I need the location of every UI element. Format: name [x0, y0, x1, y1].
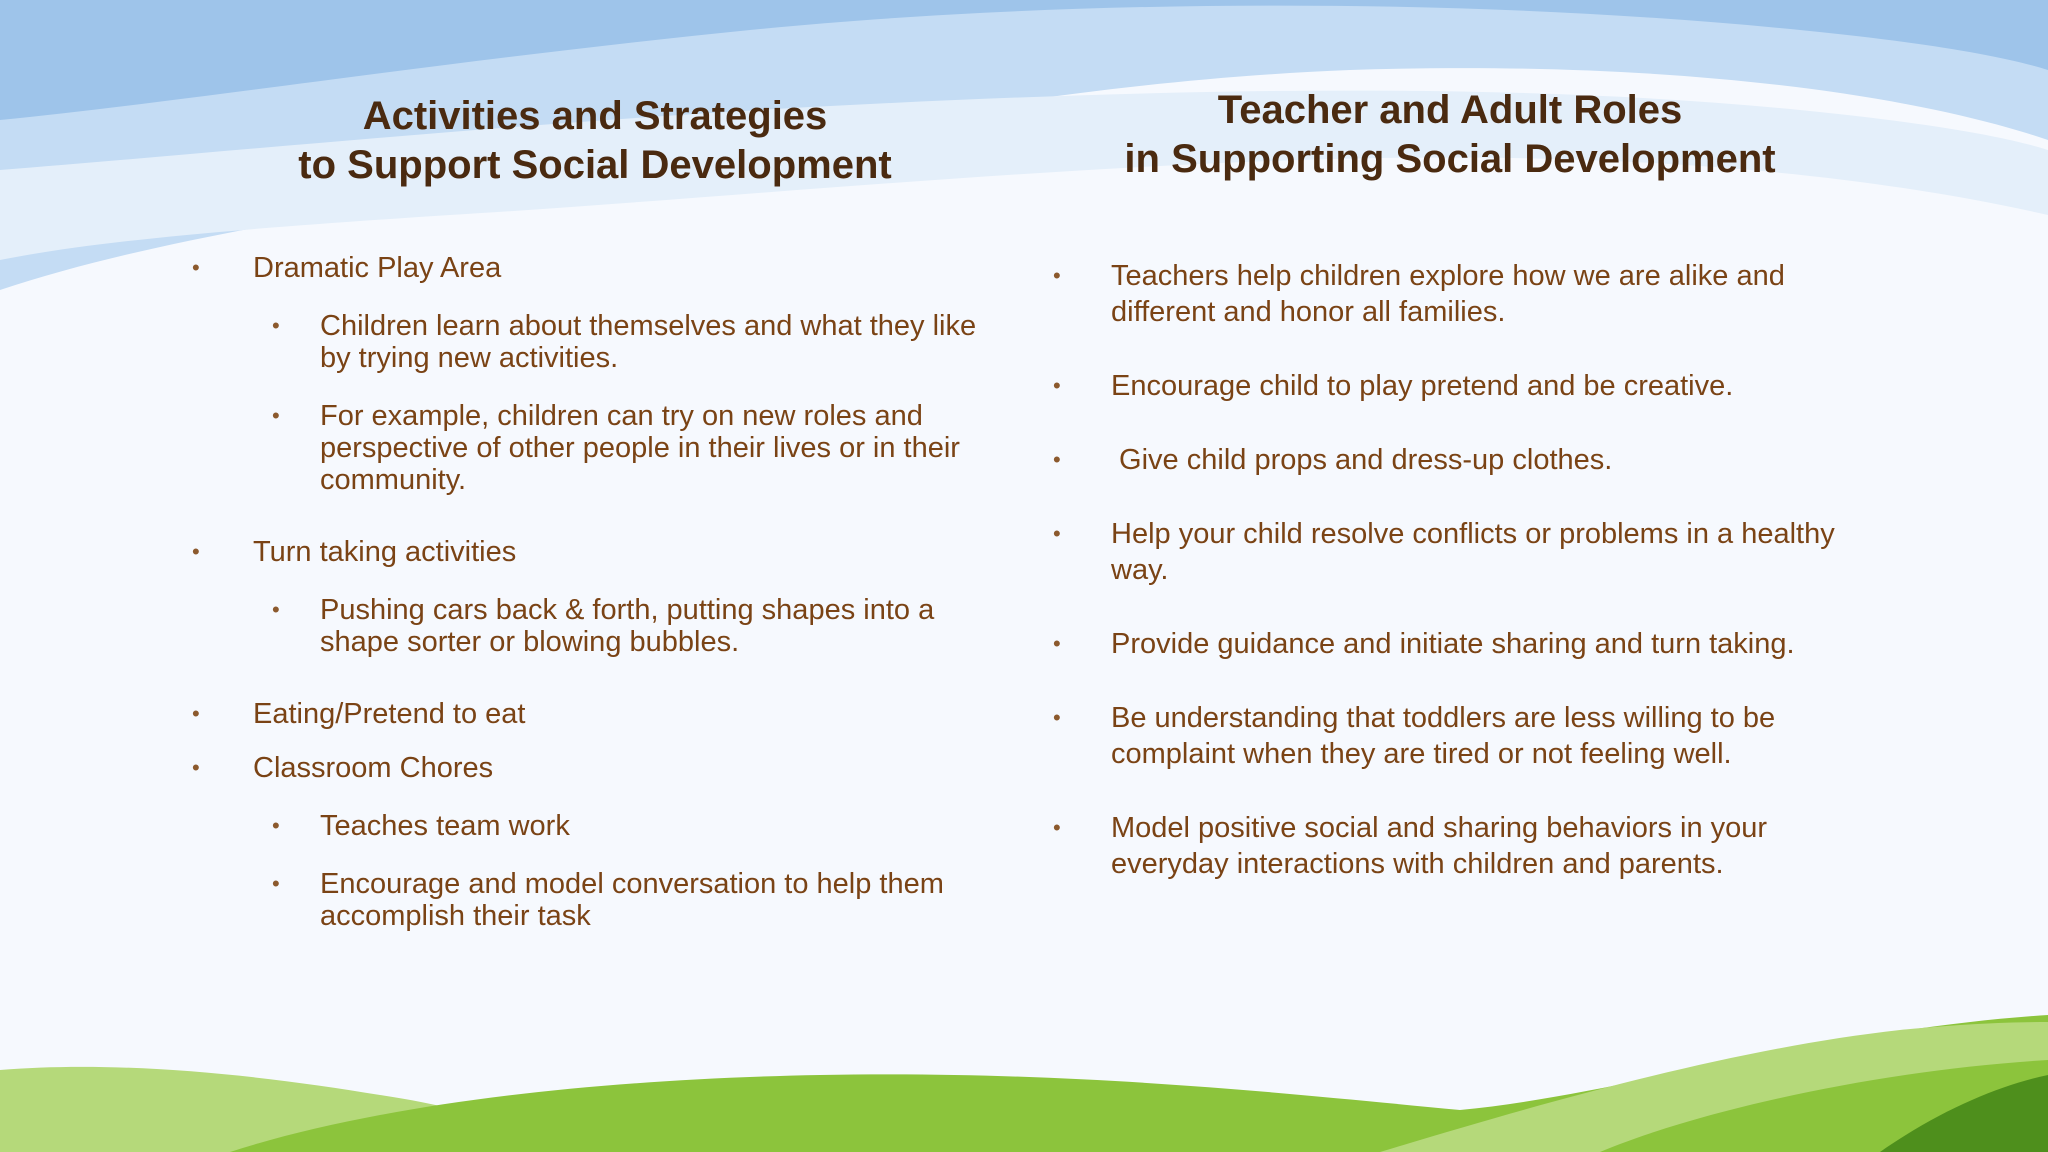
- left-heading-line2: to Support Social Development: [298, 143, 892, 187]
- role-item-text: Give child props and dress-up clothes.: [1111, 444, 1613, 476]
- activity-sublist: [194, 594, 1014, 658]
- role-item: [1053, 626, 1893, 662]
- activity-subitem-text: Teaches team work: [320, 810, 570, 842]
- role-item-text: Teachers help children explore how we are alike and different and honor all families.: [1111, 260, 1785, 328]
- role-item-text: Model positive social and sharing behaviors in your everyday interactions with children and parents.: [1111, 812, 1768, 880]
- role-item-text: Be understanding that toddlers are less willing to be complaint when they are tired or not feeling well.: [1111, 702, 1776, 770]
- bullet-icon: •: [1053, 705, 1061, 730]
- bullet-icon: •: [272, 313, 280, 338]
- activity-item: [194, 752, 1014, 932]
- role-item: [1053, 810, 1893, 882]
- right-heading-line2: in Supporting Social Development: [1124, 137, 1776, 181]
- activity-label: Classroom Chores: [253, 752, 494, 784]
- left-column-heading: [230, 92, 960, 190]
- bullet-icon: •: [1053, 631, 1061, 656]
- activity-subitem: [194, 868, 1014, 932]
- activity-item: [194, 536, 1014, 658]
- bullet-icon: •: [192, 755, 200, 780]
- bullet-icon: •: [1053, 447, 1061, 472]
- activity-subitem: [194, 400, 1014, 496]
- activity-label: Turn taking activities: [253, 536, 517, 568]
- activity-label: Eating/Pretend to eat: [253, 698, 526, 730]
- bullet-icon: •: [1053, 815, 1061, 840]
- activity-subitem: [194, 594, 1014, 658]
- activity-subitem-text: For example, children can try on new roles and perspective of other people in their lives or in their community.: [320, 400, 960, 496]
- bullet-icon: •: [192, 701, 200, 726]
- activity-sublist: [194, 310, 1014, 496]
- role-item: [1053, 258, 1893, 330]
- activity-item: [194, 698, 1014, 730]
- bullet-icon: •: [272, 597, 280, 622]
- role-item-text: Provide guidance and initiate sharing and turn taking.: [1111, 628, 1795, 660]
- left-heading-line1: Activities and Strategies: [362, 94, 828, 138]
- activities-list: [194, 252, 1014, 972]
- activity-sublist: [194, 810, 1014, 932]
- activity-subitem: [194, 810, 1014, 842]
- bullet-icon: •: [272, 403, 280, 428]
- activity-subitem-text: Children learn about themselves and what they like by trying new activities.: [320, 310, 977, 374]
- roles-list: [1053, 258, 1893, 920]
- bullet-icon: •: [1053, 263, 1061, 288]
- bullet-icon: •: [1053, 521, 1061, 546]
- bullet-icon: •: [192, 255, 200, 280]
- activity-subitem-text: Pushing cars back & forth, putting shapes into a shape sorter or blowing bubbles.: [320, 594, 935, 658]
- activity-label: Dramatic Play Area: [253, 252, 502, 284]
- bullet-icon: •: [192, 539, 200, 564]
- activity-subitem-text: Encourage and model conversation to help them accomplish their task: [320, 868, 944, 932]
- right-heading-line1: Teacher and Adult Roles: [1217, 88, 1683, 132]
- role-item: [1053, 442, 1893, 478]
- role-item: [1053, 700, 1893, 772]
- right-column-heading: [1080, 86, 1820, 184]
- bullet-icon: •: [272, 813, 280, 838]
- role-item-text: Help your child resolve conflicts or problems in a healthy way.: [1111, 518, 1835, 586]
- role-item-text: Encourage child to play pretend and be creative.: [1111, 370, 1734, 402]
- activity-item: [194, 252, 1014, 496]
- role-item: [1053, 368, 1893, 404]
- bullet-icon: •: [1053, 373, 1061, 398]
- activity-subitem: [194, 310, 1014, 374]
- bullet-icon: •: [272, 871, 280, 896]
- role-item: [1053, 516, 1893, 588]
